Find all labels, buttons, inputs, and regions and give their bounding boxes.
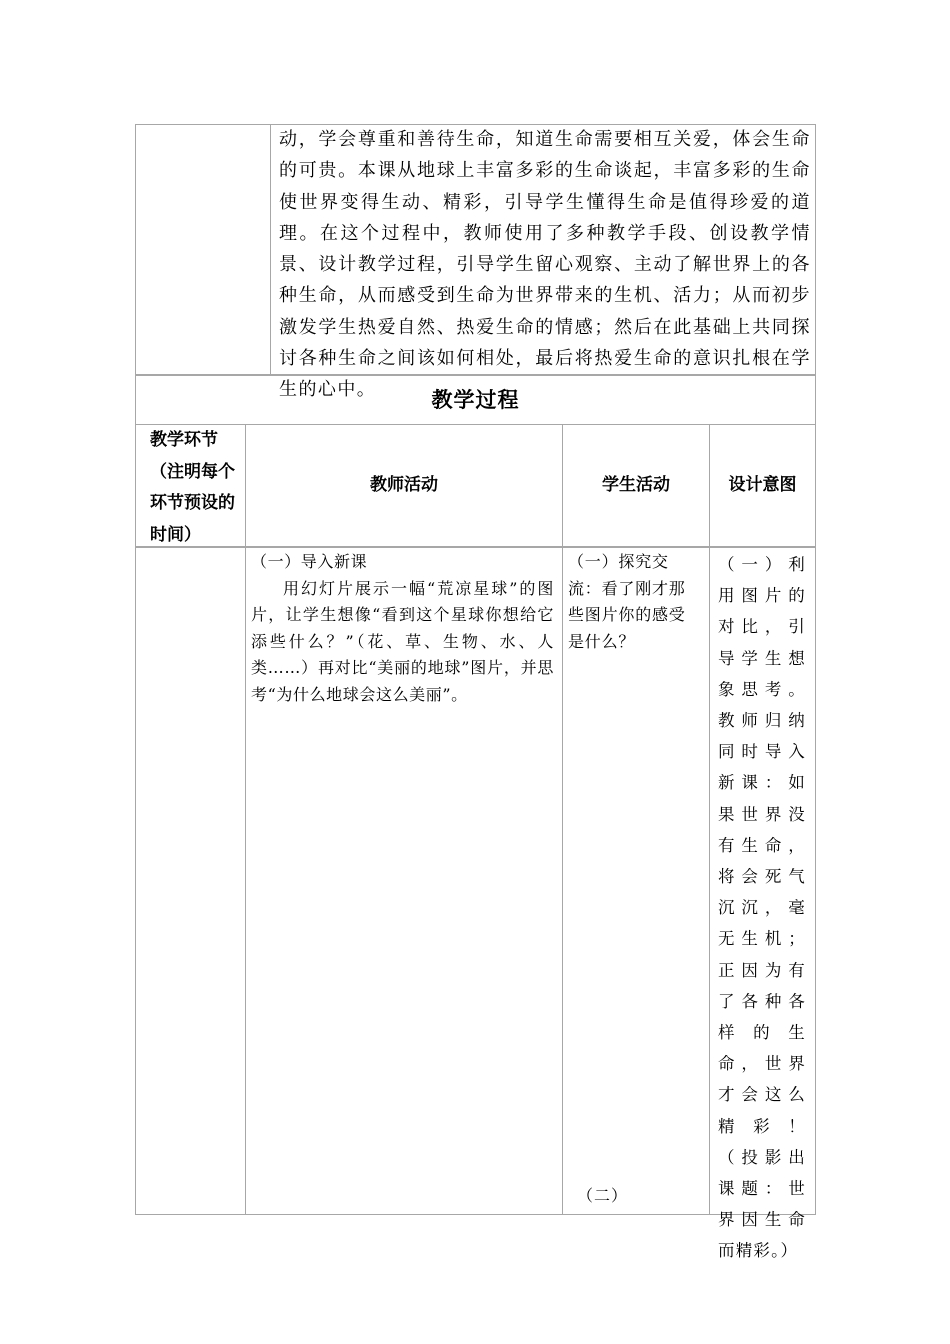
header-student-activity: 学生活动 — [602, 475, 670, 495]
intro-divider — [270, 124, 271, 375]
table-border-left — [135, 124, 136, 1215]
design-intent-text: （一）利用图片的对比，引导学生想象思考。教师归纳同时导入新课：如果世界没有生命，将会死气沉沉，毫无生机；正因为有了各种各样的生命，世界才会这么精彩！（投影出课题：世界因生命而精彩。） — [718, 555, 806, 1261]
teacher-activity-cell — [251, 549, 554, 708]
header-design-intent: 设计意图 — [728, 475, 797, 495]
student-activity-next: （二） — [577, 1186, 629, 1205]
section-title: 教学过程 — [431, 388, 520, 412]
teacher-activity-body: 用幻灯片展示一幅“荒凉星球”的图片，让学生想像“看到这个星球你想给它添些什么？”（花、草、生物、水、人类……）再对比“美丽的地球”图片，并思考“为什么地球会这么美丽”。 — [251, 578, 554, 704]
teacher-activity-heading: （一）导入新课 — [251, 552, 368, 571]
header-stage: 教学环节（注明每个环节预设的时间） — [150, 430, 235, 545]
col-divider-3 — [709, 424, 710, 1215]
table-border-right — [815, 124, 816, 1215]
header-teacher-activity: 教师活动 — [370, 475, 438, 495]
col-divider-2 — [562, 424, 563, 1215]
student-activity-text: （一）探究交流：看了刚才那些图片你的感受是什么？ — [568, 552, 686, 651]
table-border-bottom — [135, 1214, 816, 1215]
intro-paragraph: 动，学会尊重和善待生命，知道生命需要相互关爱，体会生命的可贵。本课从地球上丰富多彩的生命谈起，丰富多彩的生命使世界变得生动、精彩，引导学生懂得生命是值得珍爱的道理。在这个过程中，教师使用了多种教学手段、创设教学情景、设计教学过程，引导学生留心观察、主动了解世界上的各种生命，从而感受到生命为世界带来的生机、活力；从而初步激发学生热爱自然、热爱生命的情感；然后在此基础上共同探讨各种生命之间该如何相处，最后将热爱生命的意识扎根在学生的心中。 — [279, 129, 811, 401]
